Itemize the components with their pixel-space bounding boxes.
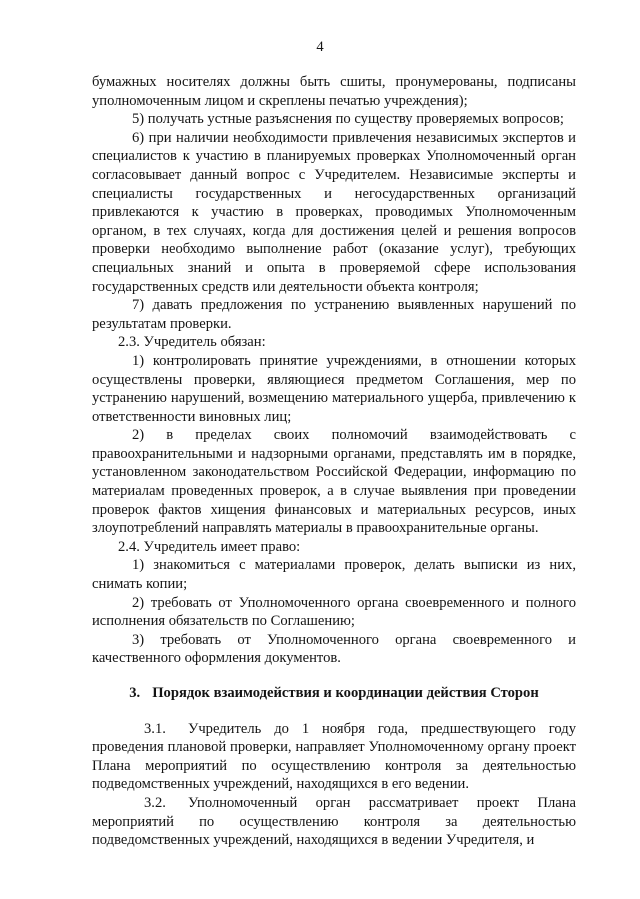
- clause-text: Учредитель до 1 ноября года, предшествующего году проведения плановой проверки, направляет Уполномоченному органу проект Плана мероприятий по осуществлению контроля за деятельностью подведомственных учреждений, находящихся в его ведении.: [92, 720, 576, 793]
- document-body: [92, 73, 576, 850]
- subsection-heading: 2.4. Учредитель имеет право:: [118, 538, 301, 555]
- paragraph: 6) при наличии необходимости привлечения независимых экспертов и специалистов к участию в планируемых проверках Уполномоченный орган согласовывает данный вопрос с Учредителем. Независимые эксперты и специалисты государственных и негосударственных организаций привлекаются к участию в проверках, проводимых Уполномоченным органом, в тех случаях, когда для достижения целей и решения вопросов проверки необходимо выполнение работ (оказание услуг), требующих специальных знаний и опыта в проверяемой сфере использования государственных средств или деятельности объекта контроля;: [92, 129, 576, 295]
- clause-number: 3.1.: [144, 720, 166, 737]
- page-number: 4: [316, 39, 324, 55]
- clause: [92, 720, 576, 794]
- paragraph: 2) в пределах своих полномочий взаимодействовать с правоохранительными и надзорными органами, представлять им в порядке, установленном законодательством Российской Федерации, информацию по материалам проведенных проверок, а в случае выявления при проведении проверок фактов хищения финансовых и материальных ресурсов, иных злоупотреблений направлять материалы в правоохранительные органы.: [92, 427, 576, 537]
- clause: [92, 794, 576, 850]
- section-title: Порядок взаимодействия и координации действия Сторон: [152, 685, 539, 701]
- paragraph: 5) получать устные разъяснения по существу проверяемых вопросов;: [132, 111, 564, 128]
- paragraph: 1) контролировать принятие учреждениями, в отношении которых осуществлены проверки, являющиеся предметом Соглашения, мер по устранению нарушений, возмещению материального ущерба, привлечению к ответственности виновных лиц;: [92, 352, 576, 425]
- subsection-heading: 2.3. Учредитель обязан:: [118, 334, 266, 351]
- clause-number: 3.2.: [144, 794, 166, 811]
- paragraph: 3) требовать от Уполномоченного органа своевременного и качественного оформления документов.: [92, 631, 576, 667]
- paragraph: бумажных носителях должны быть сшиты, пронумерованы, подписаны уполномоченным лицом и скреплены печатью учреждения);: [92, 74, 576, 109]
- section-heading: [92, 684, 576, 703]
- paragraph: 2) требовать от Уполномоченного органа своевременного и полного исполнения обязательств по Соглашению;: [92, 594, 576, 630]
- clause-text: Уполномоченный орган рассматривает проект Плана мероприятий по осуществлению контроля за деятельностью подведомственных учреждений, находящихся в ведении Учредителя, и: [92, 794, 576, 849]
- paragraph: 1) знакомиться с материалами проверок, делать выписки из них, снимать копии;: [92, 557, 576, 593]
- paragraph: 7) давать предложения по устранению выявленных нарушений по результатам проверки.: [92, 297, 576, 332]
- section-number: 3.: [129, 685, 141, 701]
